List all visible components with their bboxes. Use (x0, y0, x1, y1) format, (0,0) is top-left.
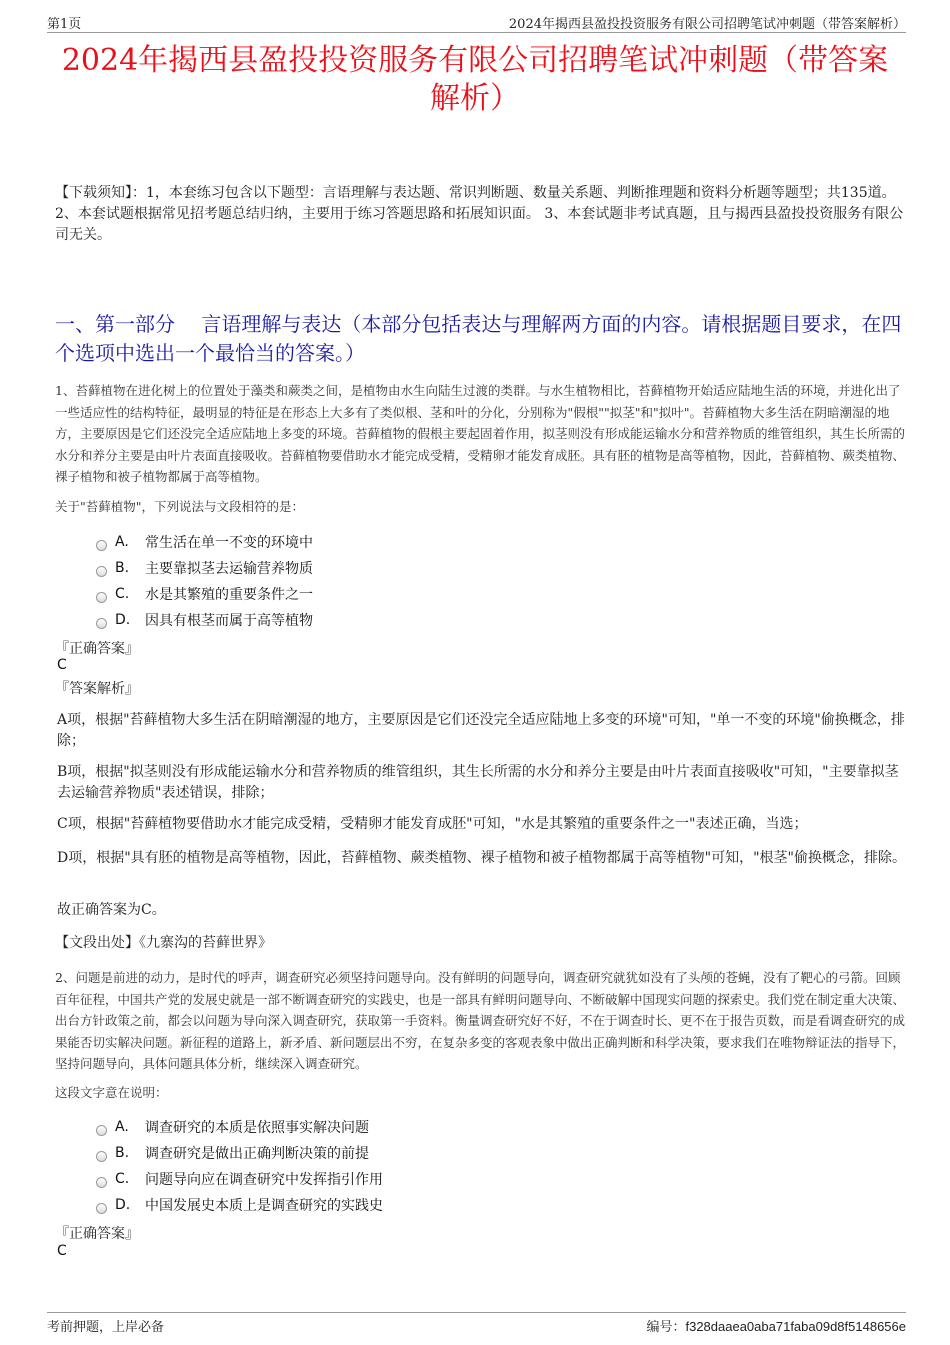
analysis-label: 『答案解析』 (55, 681, 139, 697)
question-2-stem: 这段文字意在说明： (55, 1085, 168, 1100)
option-text: 问题导向应在调查研究中发挥指引作用 (145, 1172, 383, 1188)
option-text: 中国发展史本质上是调查研究的实践史 (145, 1198, 383, 1214)
question-1-passage: 1、苔藓植物在进化树上的位置处于藻类和蕨类之间，是植物由水生向陆生过渡的类群。与水生植物相比，苔藓植物开始适应陆地生活的环境，并进化出了一些适应性的结构特征，最明显的特征是在形态上大多有了类似根、茎和叶的分化，分别称为"假根""拟茎"和"拟叶"。苔藓植物大多生活在阴暗潮湿的地方，主要原因是它们还没完全适应陆地上多变的环境。苔藓植物的假根主要起固着作用，拟茎则没有形成能运输水分和营养物质的维管组织，其生长所需的水分和养分主要是由叶片表面直接吸收。苔藓植物要借助水才能完成受精，受精卵才能发育成胚。具有胚的植物是高等植物，因此，苔藓植物、蕨类植物、裸子植物和被子植物都属于高等植物。 (55, 383, 906, 484)
question-1-stem: 关于"苔藓植物"，下列说法与文段相符的是： (55, 499, 304, 514)
page-footer (47, 1312, 906, 1337)
radio-button-icon[interactable] (96, 566, 107, 577)
question-1-options (96, 529, 313, 633)
header-doc-title: 2024年揭西县盈投投资服务有限公司招聘笔试冲刺题（带答案解析） (508, 17, 906, 32)
correct-answer-label: 『正确答案』 (55, 1226, 139, 1242)
option-letter: A. (115, 1119, 129, 1135)
option-letter: D. (115, 1197, 131, 1213)
option-text: 因具有根茎而属于高等植物 (145, 613, 313, 629)
document-title-line1: 2024年揭西县盈投投资服务有限公司招聘笔试冲刺题（带答案 (61, 43, 889, 78)
option-letter: C. (115, 1171, 130, 1187)
radio-button-icon[interactable] (96, 1177, 107, 1188)
option-b[interactable] (96, 1140, 383, 1166)
radio-button-icon[interactable] (96, 1151, 107, 1162)
option-letter: A. (115, 534, 129, 550)
option-d[interactable] (96, 607, 313, 633)
option-a[interactable] (96, 529, 313, 555)
option-text: 主要靠拟茎去运输营养物质 (145, 561, 313, 577)
footer-slogan: 考前押题，上岸必备 (47, 1320, 165, 1335)
option-text: 调查研究的本质是依照事实解决问题 (145, 1120, 369, 1136)
radio-button-icon[interactable] (96, 592, 107, 603)
radio-button-icon[interactable] (96, 1203, 107, 1214)
explanation-conclusion: 故正确答案为C。 (57, 902, 166, 918)
option-letter: D. (115, 612, 131, 628)
explanation-d: D项，根据"具有胚的植物是高等植物，因此，苔藓植物、蕨类植物、裸子植物和被子植物都属于高等植物"可知，"根茎"偷换概念，排除。 (57, 850, 906, 866)
option-text: 水是其繁殖的重要条件之一 (145, 587, 313, 603)
correct-answer-value: C (57, 1243, 67, 1259)
question-2-options (96, 1114, 383, 1218)
radio-button-icon[interactable] (96, 618, 107, 629)
section-title: 一、第一部分 言语理解与表达（本部分包括表达与理解两方面的内容。请根据题目要求，在四个选项中选出一个最恰当的答案。） (55, 312, 902, 365)
explanation-c: C项，根据"苔藓植物要借助水才能完成受精，受精卵才能发育成胚"可知，"水是其繁殖的重要条件之一"表述正确，当选； (57, 816, 808, 832)
option-c[interactable] (96, 581, 313, 607)
option-text: 常生活在单一不变的环境中 (145, 535, 313, 551)
question-2-passage: 2、问题是前进的动力，是时代的呼声，调查研究必须坚持问题导向。没有鲜明的问题导向，调查研究就犹如没有了头颅的苍蝇，没有了靶心的弓箭。回顾百年征程，中国共产党的发展史就是一部不断调查研究的实践史，也是一部具有鲜明问题导向、不断破解中国现实问题的探索史。我们党在制定重大决策、出台方针政策之前，都会以问题为导向深入调查研究，获取第一手资料。衡量调查研究好不好，不在于调查时长、更不在于报告页数，而是看调查研究的成果能否切实解决问题。新征程的道路上，新矛盾、新问题层出不穷，在复杂多变的客观表象中做出正确判断和科学决策，要求我们在唯物辩证法的指导下，坚持问题导向，具体问题具体分析，继续深入调查研究。 (55, 970, 906, 1071)
passage-source: 【文段出处】《九寨沟的苔藓世界》 (55, 935, 272, 951)
footer-document-code: 编号：f328daaea0aba71faba09d8f5148656e (646, 1319, 906, 1334)
document-title-line2: 解析） (430, 81, 520, 116)
download-notice: 【下载须知】：1，本套练习包含以下题型：言语理解与表达题、常识判断题、数量关系题、判断推理题和资料分析题等题型；共135道。 2、本套试题根据常见招考题总结归纳，主要用于练习答题思路和拓展知识面。 3、本套试题非考试真题，且与揭西县盈投投资服务有限公司无关。 (55, 185, 904, 243)
correct-answer-value: C (57, 657, 67, 673)
option-b[interactable] (96, 555, 313, 581)
page-header (47, 10, 906, 33)
option-c[interactable] (96, 1166, 383, 1192)
radio-button-icon[interactable] (96, 1125, 107, 1136)
option-letter: B. (115, 560, 130, 576)
radio-button-icon[interactable] (96, 540, 107, 551)
option-d[interactable] (96, 1192, 383, 1218)
explanation-b: B项，根据"拟茎则没有形成能运输水分和营养物质的维管组织，其生长所需的水分和养分主要是由叶片表面直接吸收"可知，"主要靠拟茎去运输营养物质"表述错误，排除； (57, 764, 899, 801)
page-number: 第1页 (47, 17, 82, 32)
document-title (40, 42, 910, 118)
correct-answer-label: 『正确答案』 (55, 641, 139, 657)
option-letter: B. (115, 1145, 130, 1161)
option-letter: C. (115, 586, 130, 602)
option-text: 调查研究是做出正确判断决策的前提 (145, 1146, 369, 1162)
option-a[interactable] (96, 1114, 383, 1140)
explanation-a: A项，根据"苔藓植物大多生活在阴暗潮湿的地方，主要原因是它们还没完全适应陆地上多变的环境"可知，"单一不变的环境"偷换概念，排除； (57, 712, 905, 749)
